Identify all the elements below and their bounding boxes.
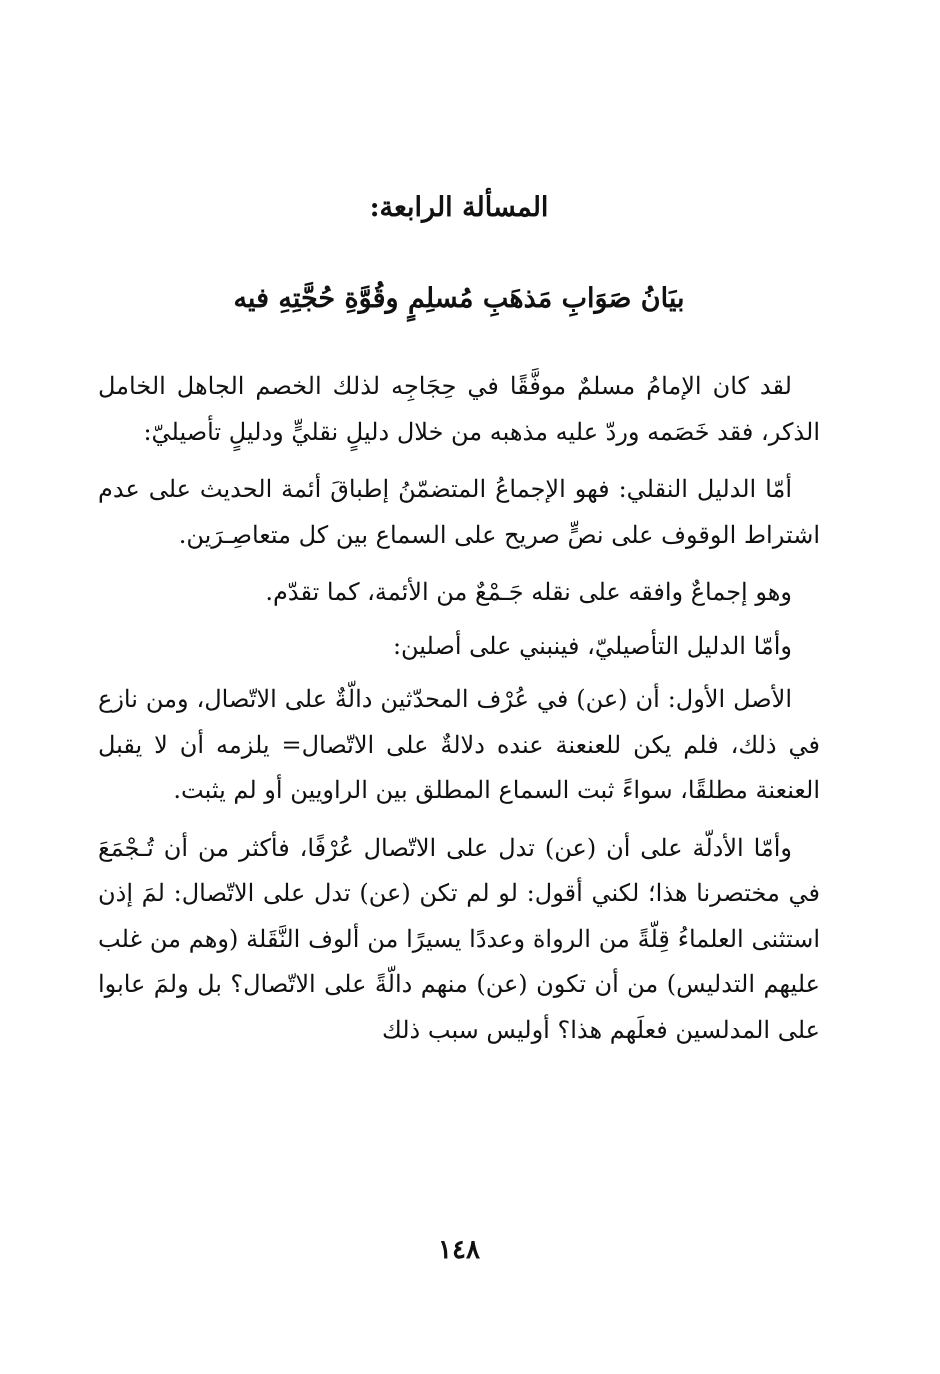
paragraph-evidences: وأمّا الأدلّة على أن (عن) تدل على الاتّصال عُرْفًا، فأكثر من أن تُـجْمَعَ في مختصرنا هذا؛ لكني أقول: لو لم تكن (عن) تدل على الاتّصال: لمَ إذن استثنى العلماءُ قِلّةً من الرواة وعددًا يسيرًا من ألوف النَّقَلة (وهم من غلب عليهم التدليس) من أن تكون (عن) منهم دالّةً على الاتّصال؟ بل ولمَ عابوا على المدلسين فعلَهم هذا؟ أوليس سبب ذلك bbox=[98, 833, 820, 1044]
paragraph-foundational-evidence: وأمّا الدليل التأصيليّ، فينبني على أصلين: bbox=[392, 631, 792, 660]
paragraph-intro: لقد كان الإمامُ مسلمٌ موفَّقًا في حِجَاجِه لذلك الخصم الجاهل الخامل الذكر، فقد خَصَمه وردّ عليه مذهبه من خلال دليلٍ نقليٍّ ودليلٍ تأصيليّ: bbox=[98, 372, 820, 446]
paragraph-textual-evidence: أمّا الدليل النقلي: فهو الإجماعُ المتضمّنُ إطباقَ أئمة الحديث على عدم اشتراط الوقوف على نصٍّ صريح على السماع بين كل متعاصِـرَين. bbox=[98, 475, 820, 549]
paragraph-consensus: وهو إجماعٌ وافقه على نقله جَـمْعٌ من الأئمة، كما تقدّم. bbox=[265, 578, 792, 606]
body-text bbox=[98, 364, 820, 1065]
section-subtitle: بيَانُ صَوَابِ مَذهَبِ مُسلِمٍ وقُوَّةِ حُجَّتِهِ فيه bbox=[233, 283, 685, 314]
book-page bbox=[98, 0, 820, 1374]
paragraph-first-principle: الأصل الأول: أن (عن) في عُرْف المحدّثين دالّةٌ على الاتّصال، ومن نازع في ذلك، فلم يكن للعنعنة عنده دلالةٌ على الاتّصال= يلزمه أن لا يقبل العنعنة مطلقًا، سواءً ثبت السماع المطلق بين الراويين أو لم يثبت. bbox=[98, 685, 820, 804]
page-number: ١٤٨ bbox=[438, 1235, 480, 1265]
section-title: المسألة الرابعة: bbox=[369, 192, 549, 223]
